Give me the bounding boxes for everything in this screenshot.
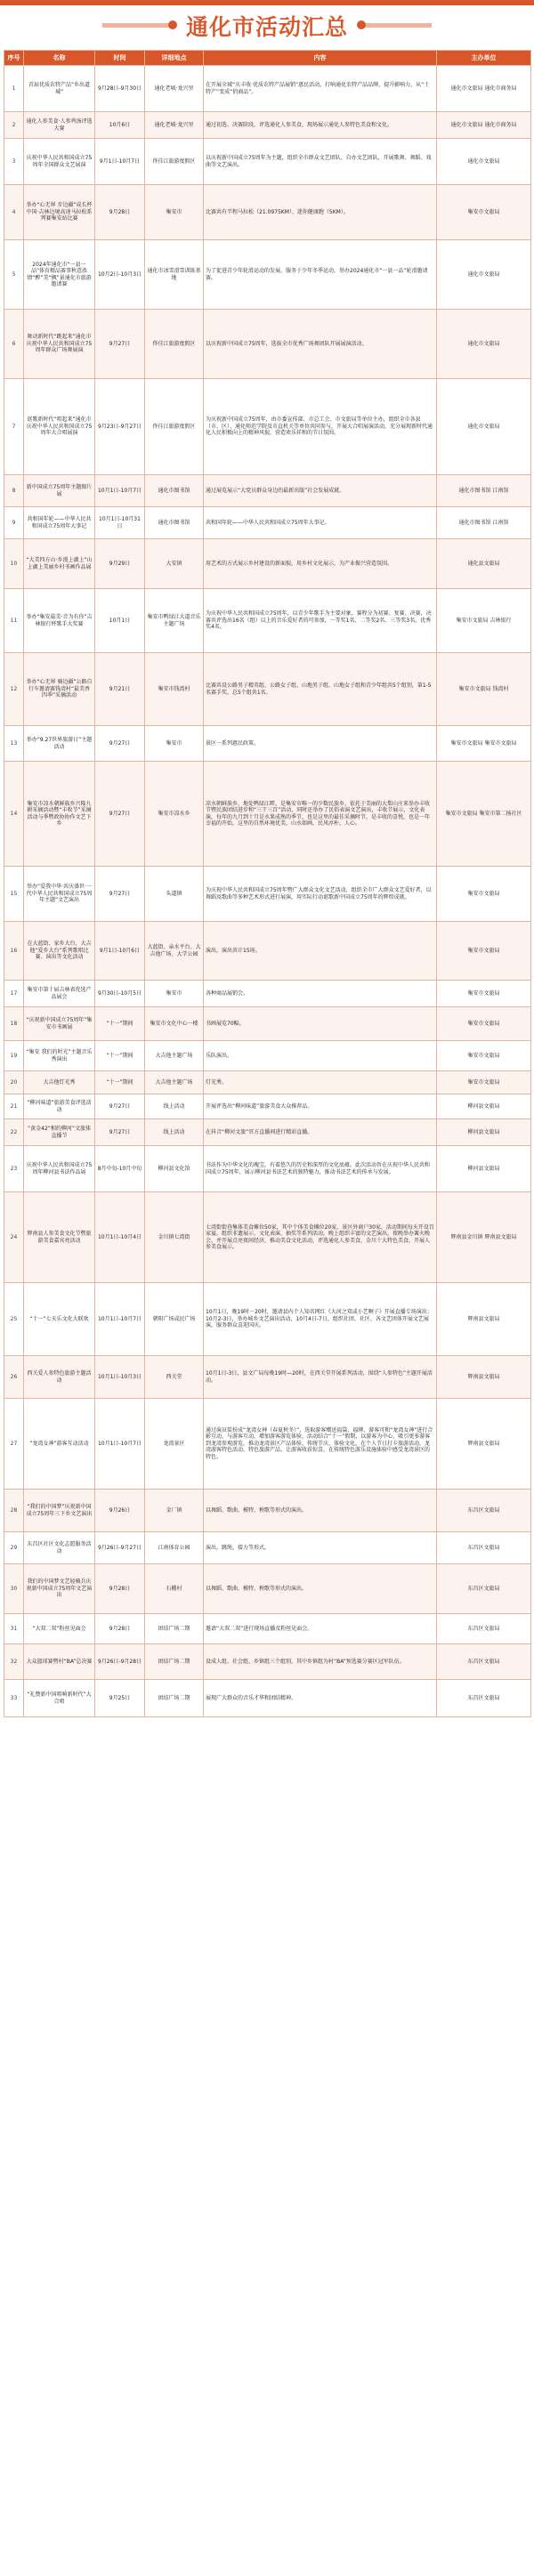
cell-name: “十一”七天乐文化大联欢 [24,1283,95,1356]
cell-content: 各种商品展销会。 [204,981,437,1007]
cell-content: 设成人组、社会组、乡镇组三个组别，其中乡镇组为村“BA”预选赛分赛区冠军队伍。 [204,1644,437,1680]
cell-time: 9月23日-9月27日 [95,379,145,475]
cell-organizer: 通化市图书馆 江南馆 [437,507,531,539]
cell-organizer: 东昌区文旅局 [437,1532,531,1564]
cell-place: 集安市 [145,981,204,1007]
header-organizer: 主办单位 [437,51,531,66]
cell-time: “十一”期间 [95,1007,145,1041]
cell-place: 通化老城·龙兴里 [145,112,204,139]
cell-place: 通化老城·龙兴里 [145,66,204,112]
cell-organizer: 辉南县文旅局 [437,1399,531,1490]
cell-content: 书法作为中华文化的瑰宝，有着悠久的历史和深厚的文化底蕴。此次活动旨在庆祝中华人民共和国成立75周年，展示柳河县书法艺术的独特魅力，推动书法艺术的传承与发展。 [204,1146,437,1192]
cell-name: “龙湾女神”游客互动活动 [24,1399,95,1490]
table-row [4,240,531,310]
cell-place: 集安市 [145,726,204,762]
cell-content: 比赛共有半程马拉松（21.0975KM）、迷你健康跑（5KM）。 [204,185,437,240]
cell-organizer: 通化市图书馆 江南馆 [437,475,531,507]
title-decoration-left [102,23,174,28]
cell-time: 9月27日 [95,867,145,922]
table-row [4,1146,531,1192]
cell-time: 9月27日 [95,310,145,379]
cell-content: 以舞蹈、歌曲、模特、秧歌等形式的演出。 [204,1490,437,1532]
cell-place: 头道镇 [145,867,204,922]
cell-content: 通过初选、决赛阶段，评选通化人参美食，现场展示通化人参特色美食和文化。 [204,112,437,139]
cell-place: 通化市图书馆 [145,507,204,539]
table-row [4,185,531,240]
cell-index: 17 [4,981,24,1007]
cell-name: 举办“爱我中华·共庆盛世·一代中华人民共和国成立75周年主题”文艺演出 [24,867,95,922]
table-row [4,1680,531,1717]
cell-place: 佟佳江旅游度假区 [145,379,204,475]
cell-index: 28 [4,1490,24,1532]
cell-name: 东昌区社区文化志愿服务活动 [24,1532,95,1564]
cell-organizer: 通化县文旅局 [437,539,531,589]
cell-place: 线上活动 [145,1119,204,1146]
cell-time: 9月30日-10月5日 [95,981,145,1007]
header-index: 序号 [4,51,24,66]
cell-organizer: 集安市文旅局 [437,1007,531,1041]
cell-organizer: 通化市文旅局 通化市商务局 [437,66,531,112]
cell-place: 金川镇七湾街 [145,1192,204,1283]
cell-place: 石棚村 [145,1564,204,1614]
table-row [4,1007,531,1041]
table-row [4,475,531,507]
cell-content: 为了促进青少年轮滑运动的发展，服务于少年冬季运动，举办2024通化市“一县一品”轮滑邀请赛。 [204,240,437,310]
cell-name: 举办“集安最美·音为有你”吉林银行杯歌手大奖赛 [24,589,95,653]
cell-content: 为庆祝中华人民共和国成立75周年暨广大群众文化文艺活动，组织全市广大群众文艺爱好者，以舞蹈及歌曲等多种艺术形式进行展演，用实际行动讴歌新中国成立75周年的辉煌成就。 [204,867,437,922]
cell-time: 10月6日 [95,112,145,139]
cell-name: “大双二双”粉丝见面会 [24,1614,95,1644]
cell-name: “柳河味道”旅游美食评选活动 [24,1094,95,1119]
cell-place: 西关堂 [145,1356,204,1399]
cell-content: 为庆祝中华人民共和国成立75周年，以青少年歌手为主要对象，赛程分为初赛、复赛、决赛，决赛共评选出16名（组）以上的音乐爱好者的可参加，一等奖1名、二等奖2名、三等奖3名，优秀奖4名。 [204,589,437,653]
cell-time: 9月25日 [95,1680,145,1717]
cell-place: 江南体育公园 [145,1532,204,1564]
cell-name: 集安市凉水朝鲜族乡兴隆九耕采摘活动暨“丰收节”采摘活动与季暨政协协作文艺下乡 [24,762,95,867]
cell-time: 9月29日 [95,539,145,589]
cell-content: 灯光秀。 [204,1071,437,1094]
cell-organizer: 通化市文旅局 [437,139,531,185]
cell-index: 15 [4,867,24,922]
cell-time: 9月27日 [95,726,145,762]
cell-content: 凉水朝鲜族乡，地处鸭绿江畔，是集安市唯一的少数民族乡，依托于美丽的大梨山庄来举办丰收节暨民族团结进步和“三干三百”活动，同时还举办了民俗表演文艺演出，丰收节展示，文化表演，每年的九月到十月是水果成熟的季节，也是这里的最佳采摘时节，是丰收的喜悦，也是一年幸福的开始，这里的自然环境优美，山水如画，民风淳朴，人心。 [204,762,437,867]
table-row [4,867,531,922]
cell-time: 10月1日-10月7日 [95,1399,145,1490]
cell-index: 31 [4,1614,24,1644]
table-header-row [4,51,531,66]
cell-organizer: 集安市文旅局 集安市第二扬社区 [437,762,531,867]
cell-content: 通过展览展示“大党员群众身边的最新出版”社会发展成就。 [204,475,437,507]
cell-content: 以庆祝新中国成立75周年，选拔全市优秀广场舞团队开展展演活动。 [204,310,437,379]
cell-time: 9月28日 [95,1614,145,1644]
cell-index: 16 [4,922,24,981]
table-row [4,310,531,379]
table-body [4,66,531,1717]
cell-name: 通化人参美食·人参鸡汤评选大赛 [24,112,95,139]
cell-name: 辉南县人参美食文化节暨旅游美食嘉宾亮活动 [24,1192,95,1283]
table-row [4,726,531,762]
cell-index: 1 [4,66,24,112]
cell-content: 在开展全域“庆丰收·优质农特产品展销”惠民活动，打响通化农特产品品牌，提升影响力，从“土特产”变成“俏商品”。 [204,66,437,112]
events-table-wrapper [4,50,530,1717]
cell-time: 9月28日 [95,1564,145,1614]
cell-name: 举办“9.27世界旅游日”主题活动 [24,726,95,762]
cell-content: 展现广大群众的音乐才华和团结精神。 [204,1680,437,1717]
cell-index: 12 [4,653,24,726]
title-area [0,5,534,46]
cell-place: 集安市 [145,185,204,240]
cell-name: 讴歌新时代“唱起来”通化市庆祝中华人民共和国成立75周年大合唱展演 [24,379,95,475]
cell-name: “大美四方山·乡漫上湖上”山上湖上美丽乡村书画作品展 [24,539,95,589]
cell-time: 9月28日-9月30日 [95,66,145,112]
cell-name: “庆祝新中国成立75周年”集安市书画展 [24,1007,95,1041]
table-row [4,981,531,1007]
cell-organizer: 集安市文旅局 [437,981,531,1007]
cell-time: 9月26日 [95,1490,145,1532]
page-title: 通化市活动汇总 [185,14,348,40]
cell-place: 金厂镇 [145,1490,204,1532]
cell-name: 在大蓝街、家乡大台、大吉他“爱乡大台”系列歌唱比赛、演出等文化活动 [24,922,95,981]
cell-place: 柳河县文化馆 [145,1146,204,1192]
cell-index: 26 [4,1356,24,1399]
cell-content: 用艺术的方式展示乡村建设的新面貌，用乡村文化展示，为产业振兴营造氛围。 [204,539,437,589]
cell-content: 演出，跳绳，接力等形式。 [204,1532,437,1564]
cell-time: 9月1日-10月7日 [95,139,145,185]
cell-index: 33 [4,1680,24,1717]
cell-place: 集安市凉水乡 [145,762,204,867]
cell-organizer: 辉南县文旅局 [437,1283,531,1356]
cell-name: 首届优质农特产品“乡出道城” [24,66,95,112]
cell-organizer: 通化市文旅局 [437,310,531,379]
cell-index: 24 [4,1192,24,1283]
table-row [4,1094,531,1119]
cell-organizer: 集安市文旅局 [437,867,531,922]
cell-place: 佟佳江旅游度假区 [145,310,204,379]
cell-index: 22 [4,1119,24,1146]
cell-time: 9月27日 [95,762,145,867]
cell-name: 2024年通化市“一县一品”体育精品赛事秋意浓情“醉”美“枫”景通化市旅游邀请赛 [24,240,95,310]
cell-name: 举办“心无界 骑边疆”公路自行车邀请赛钱湾村“最美香四季”采摘活动 [24,653,95,726]
table-row [4,139,531,185]
cell-index: 18 [4,1007,24,1041]
cell-name: 舞动新时代“跳起来”通化市庆祝中华人民共和国成立75周年群众广场舞展演 [24,310,95,379]
cell-organizer: 东昌区文旅局 [437,1564,531,1614]
table-row [4,1564,531,1614]
cell-place: 通化市图书馆 [145,475,204,507]
cell-time: 10月1日-10月4日 [95,1192,145,1283]
cell-content: 10月1日，晚19时－20时，邀请县内个人知名网红《大河之双或小艺啊子》开展直播专场演出；10月2-3日，举办城乡文艺演出活动，10月4日-7日，组织社团、社区、各文艺团体开展文艺展演，服务群众喜迎国庆。 [204,1283,437,1356]
cell-time: 10月1日-10月7日 [95,475,145,507]
cell-time: “十一”期间 [95,1041,145,1071]
cell-name: 大吉他灯光秀 [24,1071,95,1094]
cell-content: 演出，演出共计15场。 [204,922,437,981]
table-row [4,1532,531,1564]
cell-index: 4 [4,185,24,240]
cell-name: 集安市第十届吉林省优选产品展会 [24,981,95,1007]
cell-time: 10月1日-10月7日 [95,1283,145,1356]
cell-place: 团结广场二期 [145,1614,204,1644]
cell-name: “集安 我们的时光”主题音乐秀演出 [24,1041,95,1071]
table-row [4,653,531,726]
cell-time: “十一”期间 [95,1071,145,1094]
cell-time: 9月26日-9月28日 [95,1644,145,1680]
table-row [4,1119,531,1146]
cell-organizer: 柳河县文旅局 [437,1146,531,1192]
cell-place: 通化市冰雪滑雪训练基地 [145,240,204,310]
cell-content: 通过演员装扮成“龙湾女神（春夏秋冬）”，选取游客赠送福袋、福牌、游客可和“龙湾女神”进行合影互动，与游客互动，增加游客游览体验，活动结合“十一”假期，以游客为中心，吸引更多游客到龙湾参观游览，推动龙湾景区产品体验，传统节庆，体验文化，在个人节日打卡旅游活动，龙湾游客特色活动、特色旅游产品、让游客收获惊喜，在传统特色游乐设施体验中感受龙湾景区的特色。 [204,1399,437,1490]
events-table [4,50,531,1717]
cell-index: 27 [4,1399,24,1490]
cell-index: 9 [4,507,24,539]
cell-place: 集安市钱湾村 [145,653,204,726]
cell-name: 举办“心无界 步边疆”成长杯中国·吉林边境高速马拉松系列赛集安站比赛 [24,185,95,240]
cell-index: 14 [4,762,24,867]
cell-content: 共和国年轮——中华人民共和国成立75周年大事记。 [204,507,437,539]
table-row [4,922,531,981]
cell-index: 32 [4,1644,24,1680]
table-row [4,1399,531,1490]
table-row [4,507,531,539]
table-row [4,379,531,475]
table-row [4,1614,531,1644]
cell-content: 书画展览70幅。 [204,1007,437,1041]
table-row [4,762,531,867]
cell-organizer: 辉南县文旅局 [437,1356,531,1399]
cell-organizer: 通化市文旅局 通化市商务局 [437,112,531,139]
cell-organizer: 集安市文旅局 [437,922,531,981]
table-row [4,112,531,139]
cell-time: 9月27日 [95,1119,145,1146]
cell-index: 13 [4,726,24,762]
cell-organizer: 柳河县文旅局 [437,1094,531,1119]
cell-content: 邀请“大双二双”进行现场直播及粉丝见面会。 [204,1614,437,1644]
cell-content: 10月1日-3日，县文广局每晚19时—20时，在西关堂开展系列活动，围绕“人参特色”主题开展活动。 [204,1356,437,1399]
table-row [4,1356,531,1399]
cell-index: 23 [4,1146,24,1192]
cell-organizer: 柳河县文旅局 [437,1119,531,1146]
cell-name: 新中国成立75周年主题图片展 [24,475,95,507]
cell-name: 西关爱人参特色旅游主题活动 [24,1356,95,1399]
cell-time: 10月1日-10月3日 [95,1356,145,1399]
cell-organizer: 辉南县金川镇 辉南县文旅局 [437,1192,531,1283]
cell-time: 9月27日 [95,1094,145,1119]
cell-content: 七湾街街巷集体美食摊位50家，其中个体美食摊位20家，景区外商户30家。活动期间每天开设百家宴，组织非遗展示、文化表演、抽奖等系列活动，晚上组织丰富的文艺演出，夜晚举办篝火晚会，并开展点亮夜间经济，推动美食文化活动，评选通化人参美食，金川十大特色美食，开展人参美食展示。 [204,1192,437,1283]
cell-content: 比赛共设公路男子精英组、公路女子组、山地男子组、山地女子组和青少年组共5个组别，第1-5名赛手奖，总5个组共1名。 [204,653,437,726]
cell-content: 景区一系列惠民政策。 [204,726,437,762]
cell-organizer: 通化市文旅局 [437,240,531,310]
table-row [4,1071,531,1094]
table-row [4,589,531,653]
cell-content: 在抖音“柳河文旅”官方直播间进行精彩直播。 [204,1119,437,1146]
cell-time: 10月2日-10月3日 [95,240,145,310]
cell-name: 庆祝中华人民共和国成立75周年柳河县书法作品展 [24,1146,95,1192]
table-row [4,539,531,589]
cell-name: “我们的中国梦”庆祝新中国成立75周年三下乡文艺演出 [24,1490,95,1532]
cell-index: 11 [4,589,24,653]
cell-content: 以庆祝新中国成立75周年为主题，组织全市群众文艺团队、自办文艺团队，开展歌舞、舞蹈、戏曲等文艺演出。 [204,139,437,185]
title-decoration-right [360,23,432,28]
cell-place: 大吉他主题广场 [145,1071,204,1094]
cell-name: “黄金42”相约柳河”文旅体直播节 [24,1119,95,1146]
cell-place: 大蓝街、亲水平台、大吉他广场、大学公园 [145,922,204,981]
cell-index: 5 [4,240,24,310]
header-time: 时间 [95,51,145,66]
cell-content: 以舞蹈、歌曲、模特、秧歌等形式的演出。 [204,1564,437,1614]
cell-index: 2 [4,112,24,139]
cell-organizer: 东昌区文旅局 [437,1614,531,1644]
cell-time: 9月21日 [95,653,145,726]
cell-organizer: 集安市文旅局 钱湾村 [437,653,531,726]
cell-index: 25 [4,1283,24,1356]
cell-organizer: 集安市文旅局 [437,185,531,240]
cell-index: 7 [4,379,24,475]
cell-place: 龙湾景区 [145,1399,204,1490]
cell-index: 21 [4,1094,24,1119]
cell-place: 线上活动 [145,1094,204,1119]
cell-organizer: 通化市文旅局 [437,379,531,475]
cell-organizer: 东昌区文旅局 [437,1680,531,1717]
cell-content: 开展评选出“柳河味道”旅游美食大众推荐品。 [204,1094,437,1119]
cell-organizer: 集安市文旅局 集安市文旅局 [437,726,531,762]
cell-place: 集安市文化中心一楼 [145,1007,204,1041]
table-row [4,1041,531,1071]
cell-time: 9月26日-9月27日 [95,1532,145,1564]
table-row [4,66,531,112]
cell-organizer: 集安市文旅局 [437,1071,531,1094]
cell-content: 为庆祝新中国成立75周年，由市委宣传部、市总工会、市文旅局等单位主办，组织全市各县（市、区）、通化师范学院及市直机关等单位共同参与，开展大合唱展演活动，充分展现新时代通化人民积极向上的精神风貌，营造欢乐祥和的节日氛围。 [204,379,437,475]
cell-time: 9月28日 [95,185,145,240]
cell-time: 10月1日-10月31日 [95,507,145,539]
table-row [4,1490,531,1532]
cell-index: 3 [4,139,24,185]
cell-organizer: 东昌区文旅局 [437,1644,531,1680]
cell-index: 10 [4,539,24,589]
cell-index: 19 [4,1041,24,1071]
cell-place: 大安镇 [145,539,204,589]
table-row [4,1644,531,1680]
header-place: 详细地点 [145,51,204,66]
cell-place: 佟佳江旅游度假区 [145,139,204,185]
cell-name: “礼赞新中国唱响新时代”大合唱 [24,1680,95,1717]
cell-organizer: 集安市文旅局 吉林银行 [437,589,531,653]
cell-index: 20 [4,1071,24,1094]
cell-index: 8 [4,475,24,507]
cell-index: 30 [4,1564,24,1614]
cell-name: 我们的中国梦文艺轻骑兵庆祝新中国成立75周年文艺演出 [24,1564,95,1614]
cell-place: 团结广场二期 [145,1680,204,1717]
cell-time: 10月1日 [95,589,145,653]
table-row [4,1192,531,1283]
cell-place: 大吉他主题广场 [145,1041,204,1071]
header-content: 内容 [204,51,437,66]
cell-place: 朝阳广场或民广场 [145,1283,204,1356]
cell-content: 乐队演出。 [204,1041,437,1071]
cell-index: 29 [4,1532,24,1564]
cell-place: 集安市鸭绿江大道音乐主题广场 [145,589,204,653]
cell-organizer: 集安市文旅局 [437,1041,531,1071]
header-name: 名称 [24,51,95,66]
cell-time: 8月中旬-10月中旬 [95,1146,145,1192]
cell-time: 9月1日-10月6日 [95,922,145,981]
cell-index: 6 [4,310,24,379]
cell-name: 大众篮球赛暨村“BA”总决赛 [24,1644,95,1680]
cell-organizer: 东昌区文旅局 [437,1490,531,1532]
cell-name: 共和国年轮——中华人民共和国成立75周年大事记 [24,507,95,539]
table-row [4,1283,531,1356]
cell-place: 团结广场二期 [145,1644,204,1680]
cell-name: 庆祝中华人民共和国成立75周年全国群众文艺展演 [24,139,95,185]
